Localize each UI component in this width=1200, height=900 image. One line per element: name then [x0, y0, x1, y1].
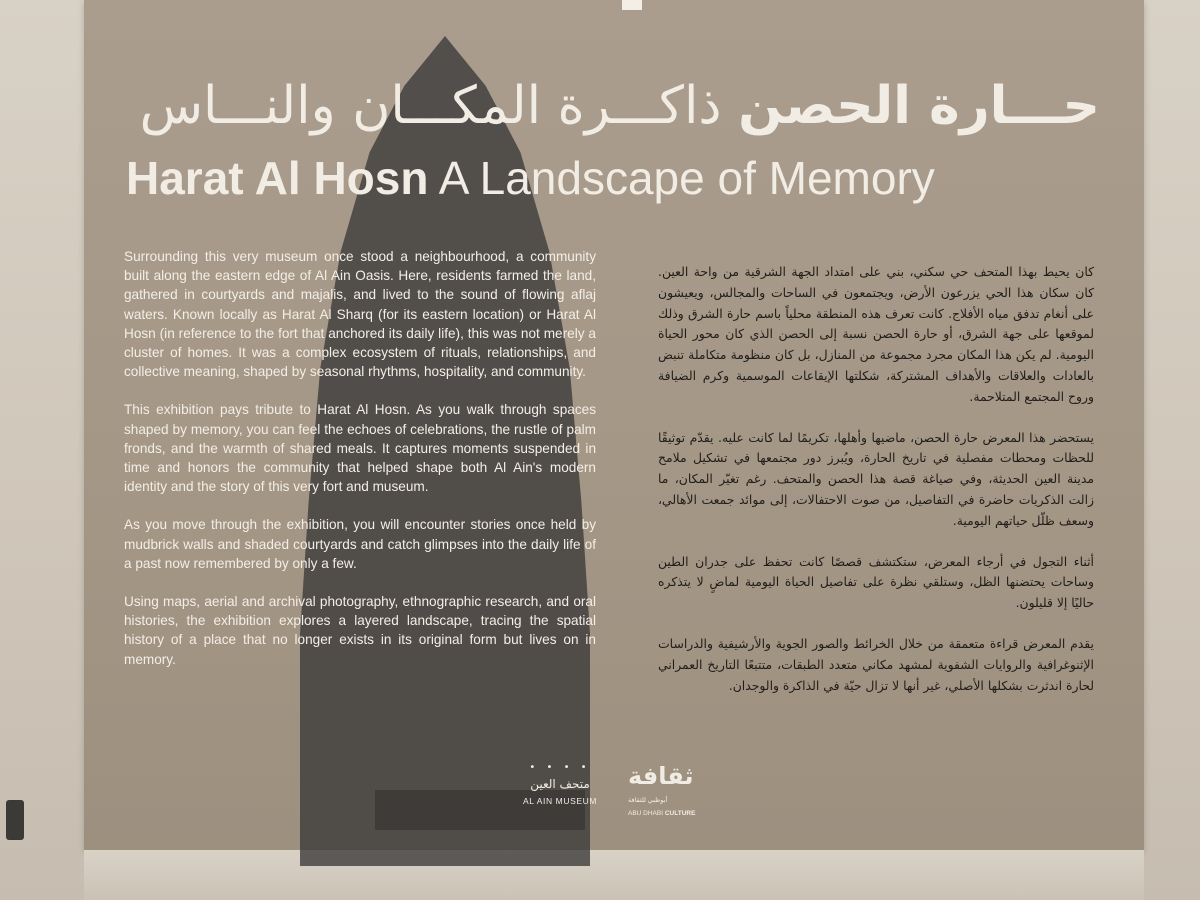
arabic-paragraph-2: يستحضر هذا المعرض حارة الحصن، ماضيها وأهلها، تكريمًا لما كانت عليه. يقدّم توثيقًا للحظات ومحطات مفصلية في تاريخ الحارة، ويُبرز دور مجتمعها في تشكيل ملامح مدينة العين الحديثة، وفي صياغة قصة هذا الحصن والمتحف. رغم تغيّر المكان، ما زالت الذكريات حاضرة في التفاصيل، من صوت الاحتفالات، إلى موائد جمعت الأهالي، وسعف ظلّل حياتهم اليومية. [658, 429, 1094, 528]
culture-logo-mark: ثقافة [628, 762, 694, 790]
al-ain-museum-logo [518, 762, 602, 806]
arabic-title-light: ذاكـــرة المكـــان والنـــاس [139, 76, 722, 136]
arabic-paragraph-3: أثناء التجول في أرجاء المعرض، ستكتشف قصصًا كانت تحفظ على جدران الطين وساحات يحتضنها الظل، وستلقي نظرة على تفاصيل الحياة اليومية لماضٍ لا يتذكره حاليًا إلا قليلون. [658, 553, 1094, 611]
culture-name-english-b: CULTURE [664, 810, 696, 817]
english-title-bold: Harat Al Hosn [126, 152, 429, 204]
top-marker [622, 0, 642, 10]
arabic-title-bold: حـــارة الحصن [738, 76, 1100, 136]
english-paragraph-4: Using maps, aerial and archival photography, ethnographic research, and oral histories, the exhibition explores a layered landscape, tracing the spatial history of a place that no longer exists in its original form but lives on in memory. [124, 594, 596, 667]
wall-fixture [6, 800, 24, 840]
abu-dhabi-culture-logo [628, 762, 698, 817]
culture-name-arabic: أبوظبي للثقافة [628, 797, 668, 804]
culture-logo-sub-english [628, 810, 698, 817]
arabic-paragraph-4: يقدم المعرض قراءة متعمقة من خلال الخرائط والصور الجوية والأرشيفية والدراسات الإثنوغرافية والروايات الشفوية لمشهد مكاني متعدد الطبقات، متتبعًا التاريخ العمراني لحارة اندثرت بشكلها الأصلي، غير أنها لا تزال حيّة في الذاكرة والوجدان. [658, 635, 1094, 693]
english-title [126, 148, 1126, 208]
english-title-light: A Landscape of Memory [438, 152, 935, 204]
culture-logo-sub [628, 796, 698, 804]
museum-name-english: AL AIN MUSEUM [522, 796, 598, 806]
arabic-title [100, 70, 1100, 142]
english-paragraph-1: Surrounding this very museum once stood a neighbourhood, a community built along the eastern edge of Al Ain Oasis. Here, residents farmed the land, gathered in courtyards and majalis, and lived to the sound of flowing aflaj waters. Known locally as Harat Al Sharq (for its eastern location) or Harat Al Hosn (in reference to the fort that anchored its daily life), this was not merely a cluster of homes. It was a complex ecosystem of rituals, relationships, and collective meaning, shaped by seasonal rhythms, hospitality, and community. [124, 249, 596, 380]
museum-dots-icon: • • • • [529, 762, 591, 773]
english-text-column [124, 247, 596, 688]
culture-name-english-a: ABU DHABI [628, 810, 664, 817]
arabic-text-column [658, 262, 1094, 716]
arabic-paragraph-1: كان يحيط بهذا المتحف حي سكني، بني على امتداد الجهة الشرقية من واحة العين. كان سكان هذا الحي يزرعون الأرض، ويجتمعون في الساحات والمجالس، ويعيشون على أنغام تدفق مياه الأفلاج. كانت تعرف هذه المنطقة محلياً باسم حارة الشرق وذلك لموقعها على جهة الشرق، أو حارة الحصن نسبة إلى الحصن الذي كان محور الحياة اليومية. لم يكن هذا المكان مجرد مجموعة من المنازل، بل كان منظومة متكاملة تنبض بالعادات والعلاقات والأهداف المشتركة، شكلتها الإيقاعات الموسمية وكرم الضيافة وروح المجتمع المتلاحمة. [658, 264, 1094, 404]
panel-floor-shadow [84, 850, 1144, 900]
museum-name-arabic: متحف العين [530, 777, 590, 791]
english-paragraph-3: As you move through the exhibition, you will encounter stories once held by mudbrick walls and shaded courtyards and catch glimpses into the daily life of a past now remembered by only a few. [124, 517, 596, 571]
english-paragraph-2: This exhibition pays tribute to Harat Al Hosn. As you walk through spaces shaped by memory, you can feel the echoes of celebrations, the rustle of palm fronds, and the warmth of shared meals. It captures moments suspended in time and honors the community that helped shape both Al Ain's modern identity and the story of this very fort and museum. [124, 402, 596, 495]
